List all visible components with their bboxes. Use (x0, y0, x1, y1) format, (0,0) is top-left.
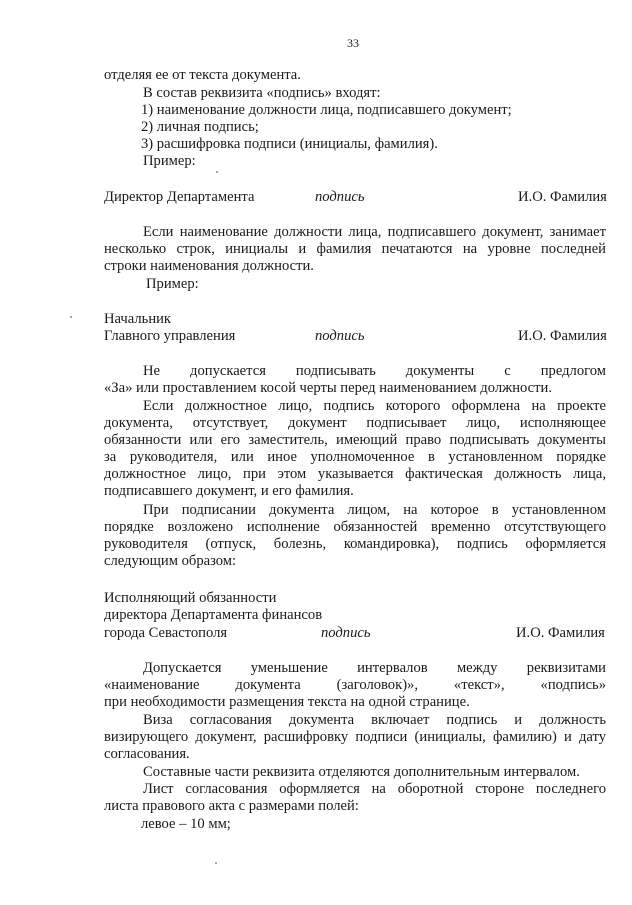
text-line: несколько строк, инициалы и фамилия печатаются на уровне последней (104, 241, 606, 257)
text-line: должностное лицо, при этом указывается фактическая должность лица, (104, 466, 606, 482)
scan-speck (70, 316, 72, 318)
text-line: отделяя ее от текста документа. (104, 67, 301, 83)
text-line: обязанности или его заместитель, имеющий право подписывать документы (104, 432, 606, 448)
text-line: руководителя (отпуск, болезнь, командировка), подпись оформляется (104, 536, 606, 552)
signature-position: Начальник (104, 311, 172, 327)
signature-name: И.О. Фамилия (516, 625, 605, 641)
text-line: строки наименования должности. (104, 258, 314, 274)
list-item: левое – 10 мм; (141, 816, 231, 832)
text-line: Лист согласования оформляется на оборотной стороне последнего (143, 781, 606, 797)
text-line: Составные части реквизита отделяются дополнительным интервалом. (143, 764, 580, 780)
text-line: за руководителя, или иное уполномоченное в установленном порядке (104, 449, 606, 465)
signature-name: И.О. Фамилия (518, 189, 607, 205)
signature-placeholder: подпись (315, 189, 365, 205)
list-item: 1) наименование должности лица, подписавшего документ; (141, 102, 512, 118)
signature-placeholder: подпись (321, 625, 371, 641)
text-line: При подписании документа лицом, на которое в установленном (143, 502, 606, 518)
signature-position: директора Департамента финансов (104, 607, 323, 623)
scan-speck (216, 171, 218, 173)
signature-name: И.О. Фамилия (518, 328, 607, 344)
signature-position: Исполняющий обязанности (104, 590, 277, 606)
text-line: подписавшего документ, и его фамилия. (104, 483, 354, 499)
scan-speck (215, 862, 217, 864)
text-line: Если должностное лицо, подпись которого оформлена на проекте (143, 398, 606, 414)
signature-position: Главного управления (104, 328, 236, 344)
text-line: следующим образом: (104, 553, 237, 569)
text-line: Допускается уменьшение интервалов между реквизитами (143, 660, 606, 676)
text-line: Не допускается подписывать документы с предлогом (143, 363, 606, 379)
signature-placeholder: подпись (315, 328, 365, 344)
text-line: листа правового акта с размерами полей: (104, 798, 359, 814)
page-number: 33 (347, 36, 359, 50)
text-line: Виза согласования документа включает подпись и должность (143, 712, 606, 728)
example-label: Пример: (143, 153, 196, 169)
text-line: согласования. (104, 746, 190, 762)
example-label: Пример: (146, 276, 199, 292)
text-line: Если наименование должности лица, подписавшего документ, занимает (143, 224, 606, 240)
text-line: при необходимости размещения текста на одной странице. (104, 694, 470, 710)
text-line: «наименование документа (заголовок)», «текст», «подпись» (104, 677, 606, 693)
signature-position: города Севастополя (104, 625, 228, 641)
signature-position: Директор Департамента (104, 189, 255, 205)
text-line: порядке возложено исполнение обязанностей временно отсутствующего (104, 519, 606, 535)
text-line: «За» или проставлением косой черты перед наименованием должности. (104, 380, 552, 396)
text-line: визирующего документ, расшифровку подписи (инициалы, фамилию) и дату (104, 729, 606, 745)
text-line: документа, отсутствует, документ подписывает лицо, исполняющее (104, 415, 606, 431)
list-item: 2) личная подпись; (141, 119, 259, 135)
list-item: 3) расшифровка подписи (инициалы, фамилия). (141, 136, 438, 152)
text-line: В состав реквизита «подпись» входят: (143, 85, 381, 101)
